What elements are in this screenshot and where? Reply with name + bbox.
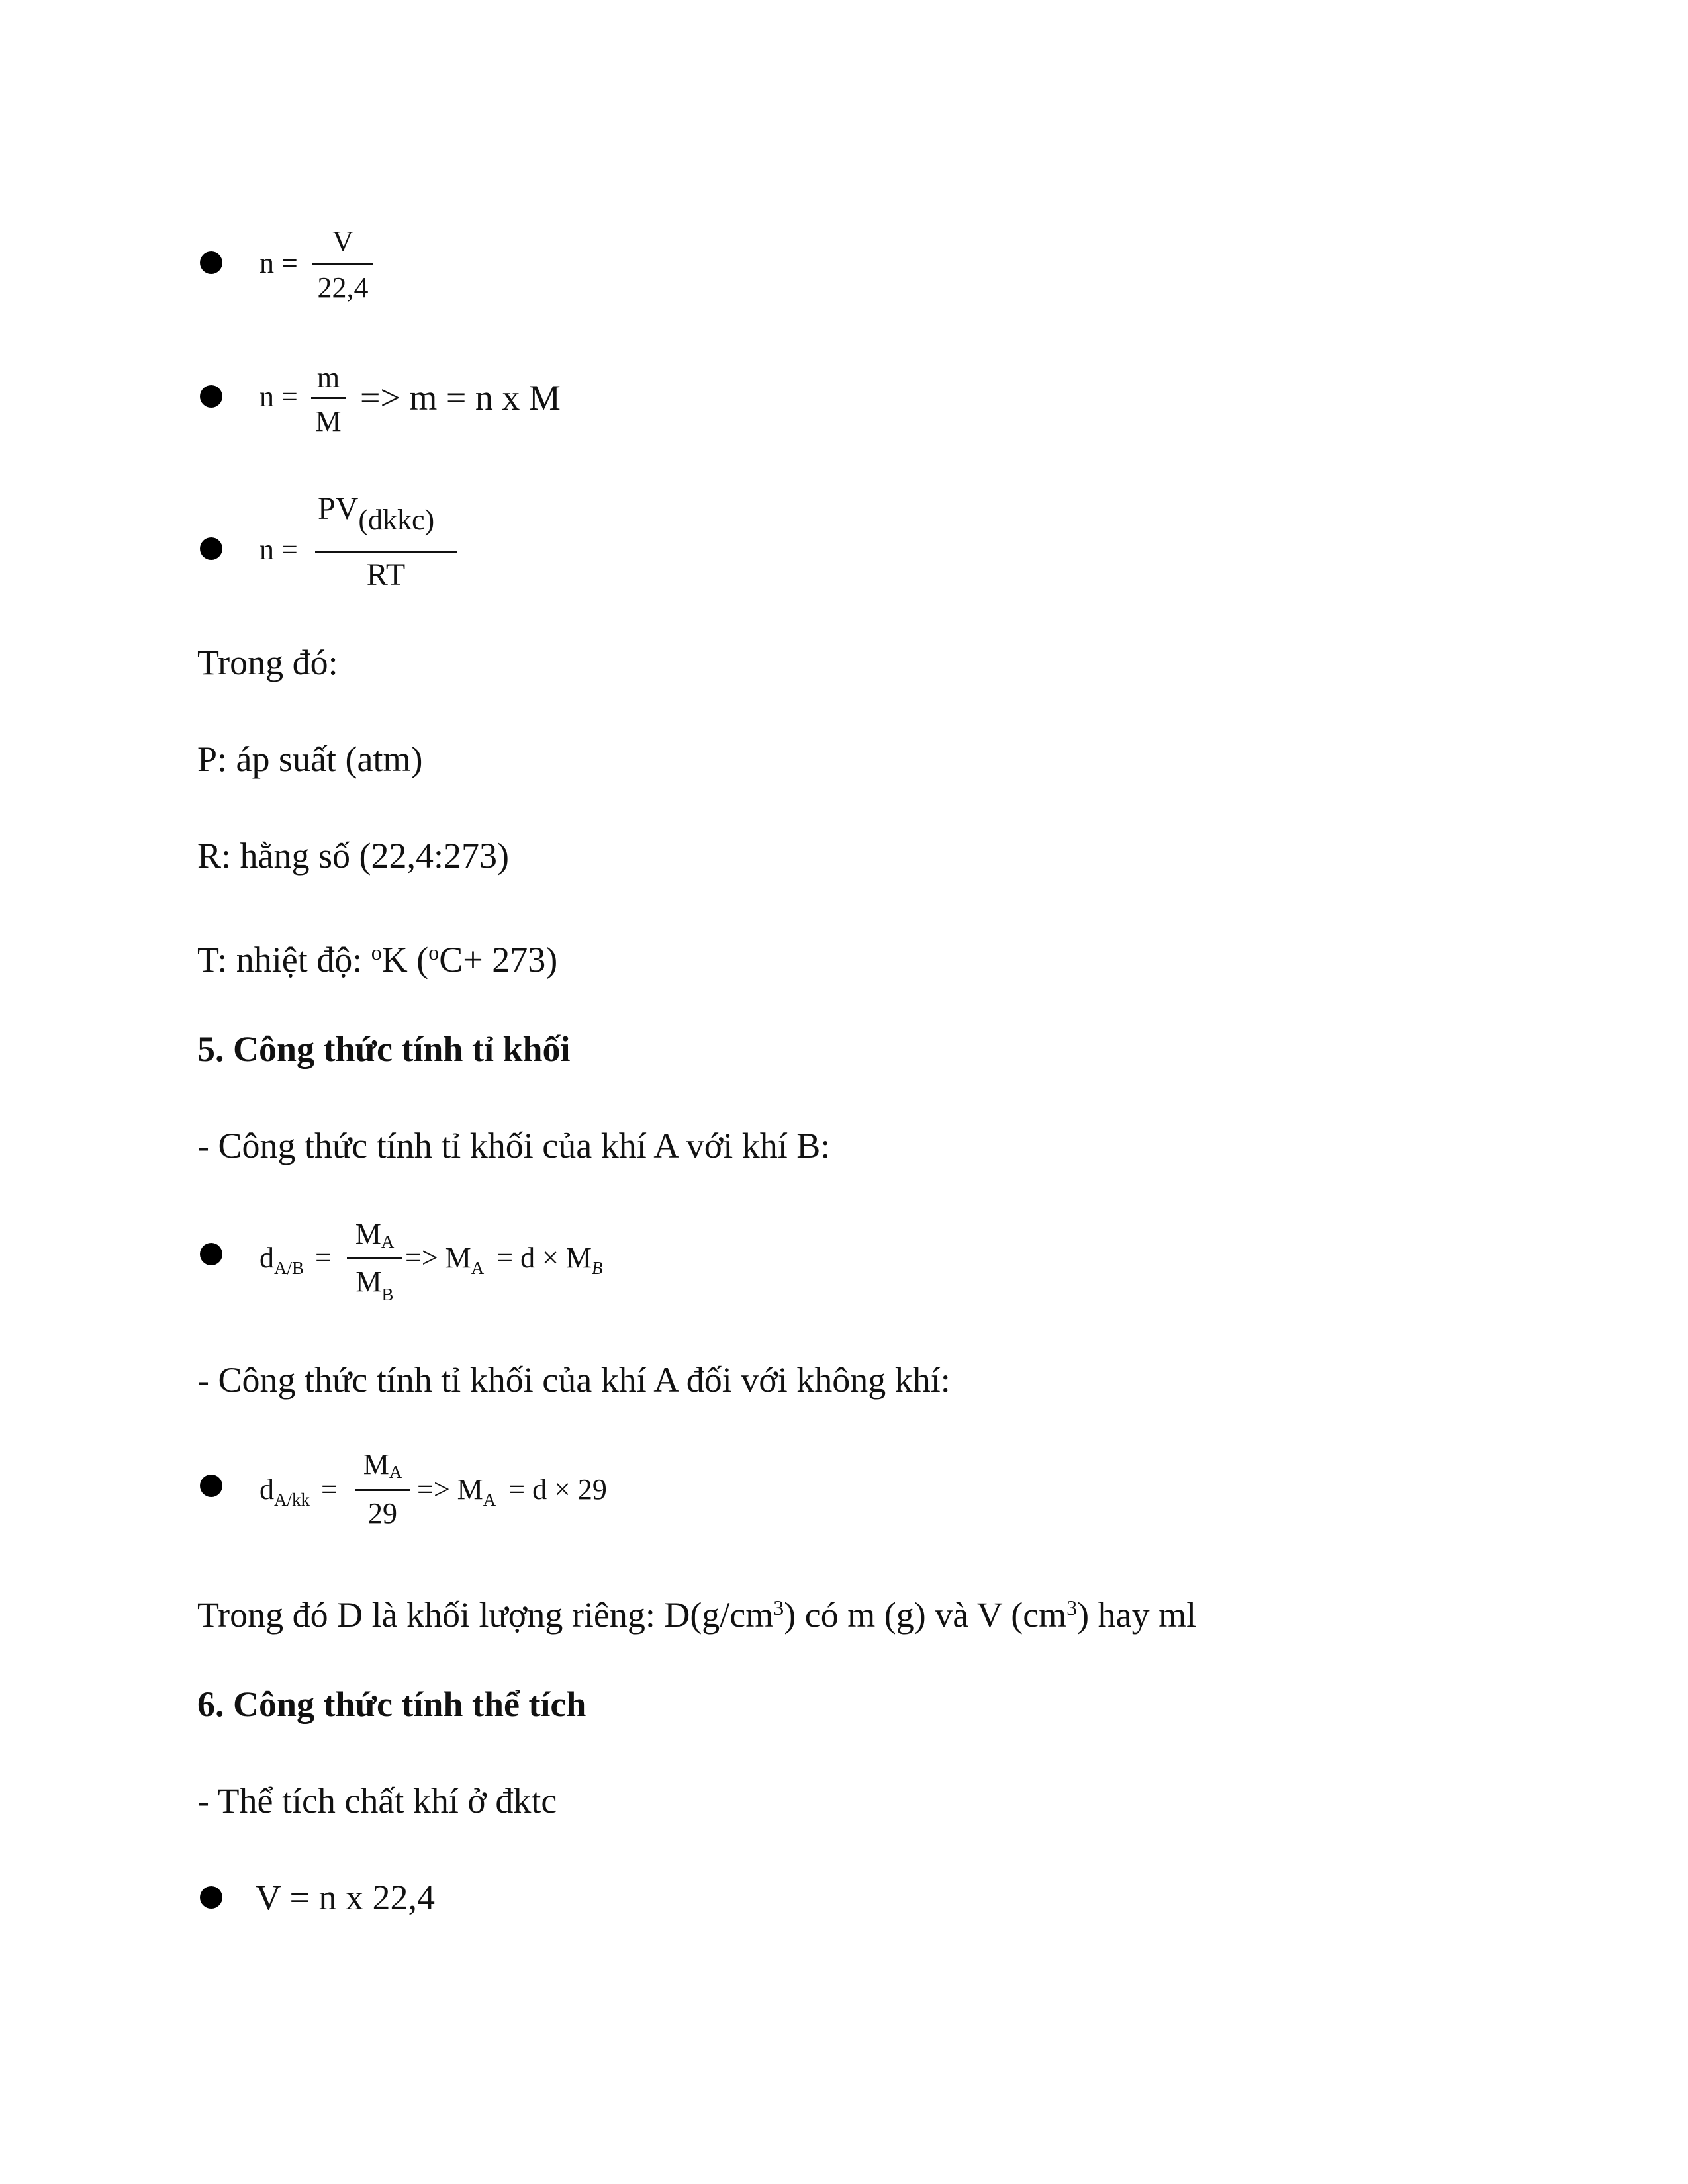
formula-5-rhs2: = d × 29	[508, 1473, 607, 1506]
formula-3-numerator-sub: (dkkc)	[358, 504, 435, 536]
bullet-icon	[200, 1886, 222, 1909]
formula-4-num-main: M	[355, 1218, 381, 1250]
gas-volume-intro: - Thể tích chất khí ở đktc	[197, 1781, 557, 1821]
formula-2-rhs: => m = n x M	[360, 378, 561, 418]
cube-sup: 3	[1066, 1596, 1078, 1619]
formula-5-d-sub: A/kk	[274, 1490, 310, 1510]
formula-5-rhs1: => M	[417, 1473, 483, 1506]
formula-4-equals: =	[315, 1242, 332, 1274]
constant-definition: R: hằng số (22,4:273)	[197, 836, 509, 876]
relative-density-air-intro: - Công thức tính tỉ khối của khí A đối với không khí:	[197, 1360, 951, 1400]
formula-4-d-sub: A/B	[274, 1258, 305, 1278]
formula-4-rhs1-sub: A	[471, 1258, 485, 1278]
pressure-definition: P: áp suất (atm)	[197, 739, 423, 779]
formula-2-numerator: m	[316, 361, 340, 394]
fraction-bar	[315, 551, 457, 553]
temperature-definition	[197, 931, 557, 981]
formula-5-numerator	[350, 1448, 416, 1488]
formula-4-d: d	[259, 1242, 274, 1274]
degree-sup: o	[428, 940, 440, 964]
relative-density-ab-intro: - Công thức tính tỉ khối của khí A với khí B:	[197, 1126, 831, 1165]
formula-4-lhs	[259, 1242, 332, 1285]
degree-sup: o	[371, 940, 382, 964]
section-5-heading: 5. Công thức tính tỉ khối	[197, 1029, 571, 1069]
formula-3-numerator	[316, 491, 462, 536]
formula-3-numerator-main: PV	[318, 491, 359, 526]
density-definition	[197, 1586, 1196, 1637]
fraction-bar	[347, 1257, 402, 1259]
bullet-icon	[200, 1475, 222, 1497]
formula-5-rhs1-sub: A	[483, 1490, 496, 1510]
formula-4-num-sub: A	[381, 1232, 395, 1251]
formula-5-denominator: 29	[368, 1497, 397, 1529]
formula-1-lhs: n =	[259, 247, 298, 279]
formula-5-num-sub: A	[389, 1462, 402, 1482]
formula-5-rhs	[417, 1473, 607, 1516]
formula-6: V = n x 22,4	[256, 1878, 435, 1917]
formula-2-lhs: n =	[259, 381, 298, 413]
formula-4-rhs	[405, 1242, 603, 1285]
formula-2-denominator: M	[315, 405, 342, 437]
formula-4-rhs2: = d × M	[496, 1242, 592, 1274]
fraction-bar	[311, 397, 346, 399]
formula-4-numerator	[342, 1218, 408, 1258]
cube-sup: 3	[773, 1596, 784, 1619]
formula-1-numerator: V	[332, 225, 353, 257]
formula-5-num-main: M	[363, 1448, 389, 1480]
formula-1-denominator: 22,4	[317, 271, 369, 304]
formula-4-denominator	[342, 1265, 408, 1311]
fraction-bar	[355, 1489, 410, 1491]
formula-3-denominator: RT	[366, 557, 406, 592]
temperature-text-b: K (	[381, 940, 429, 979]
where-label: Trong đó:	[197, 643, 338, 682]
formula-5-equals: =	[321, 1473, 338, 1506]
formula-4-den-main: M	[355, 1265, 382, 1298]
section-6-heading: 6. Công thức tính thể tích	[197, 1684, 586, 1724]
formula-5-lhs	[259, 1473, 338, 1516]
density-text-b: ) có m (g) và V (cm	[784, 1595, 1067, 1635]
formula-4-rhs2-sub: B	[592, 1258, 603, 1278]
fraction-bar	[312, 263, 373, 265]
bullet-icon	[200, 251, 222, 274]
density-text-a: Trong đó D là khối lượng riêng: D(g/cm	[197, 1595, 774, 1635]
formula-4-rhs1: => M	[405, 1242, 471, 1274]
bullet-icon	[200, 385, 222, 408]
formula-4-den-sub: B	[381, 1285, 394, 1304]
temperature-text-c: C+ 273)	[439, 940, 558, 979]
bullet-icon	[200, 537, 222, 560]
formula-5-d: d	[259, 1473, 274, 1506]
bullet-icon	[200, 1243, 222, 1265]
formula-3-lhs: n =	[259, 533, 298, 566]
density-text-c: ) hay ml	[1077, 1595, 1197, 1635]
temperature-text-a: T: nhiệt độ:	[197, 940, 371, 979]
